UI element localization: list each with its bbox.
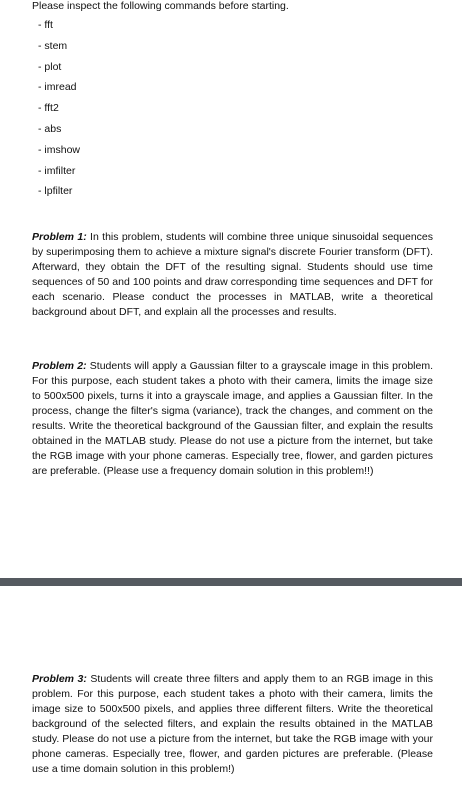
problem-1-text: In this problem, students will combine three unique sinusoidal sequences by superimposing them to achieve a mixture signal's discrete Fourier transform (DFT). Afterward, they obtain the DFT of the resulting signal. Students should use time sequences of 50 and 100 points and draw corresponding time sequences and DFT for each scenario. Please conduct the processes in MATLAB, write a theoretical background about DFT, and explain all the processes and results. [32,231,434,318]
problem-1-label: Problem 1: [32,231,87,243]
problem-2-label: Problem 2: [32,360,87,372]
problem-3-text: Students will create three filters and apply them to an RGB image in this problem. For this purpose, each student takes a photo with their camera, limits the image size to 500x500 pixels, and applies three different filters. Write the theoretical background of the selected filters, and explain the results obtained in the MATLAB study. Please do not use a picture from the internet, but take the RGB image with your phone cameras. Especially tree, flower, and garden pictures are preferable. (Please use a time domain solution in this problem!) [32,673,433,775]
page-divider [0,578,462,586]
command-item: - imfilter [38,164,76,177]
command-item: - stem [38,39,68,52]
command-item: - fft [38,19,53,31]
command-item: - plot [38,60,62,73]
command-item: - abs [38,122,62,135]
problem-3-label: Problem 3: [32,673,87,685]
problem-2-text: Students will apply a Gaussian filter to a grayscale image in this problem. For this purpose, each student takes a photo with their camera, limits the image size to 500x500 pixels, turns it into a grayscale image, and applies a Gaussian filter. In the process, change the filter's sigma (variance), track the changes, and comment on the results. Write the theoretical background of the Gaussian filter, and explain the results obtained in the MATLAB study. Please do not use a picture from the internet, but take the RGB image with your phone cameras. Especially tree, flower, and garden pictures are preferable. (Please use a frequency domain solution in this problem!!) [32,360,433,477]
command-item: - lpfilter [38,185,73,198]
problem-2 [32,359,433,479]
command-item: - imread [38,81,77,94]
problem-3 [32,672,433,777]
problem-1 [32,230,433,320]
command-item: - imshow [38,143,81,156]
intro-text: Please inspect the following commands before starting. [32,0,289,12]
document-page-2 [0,586,462,788]
command-item: - fft2 [38,102,59,115]
command-list [38,19,80,206]
